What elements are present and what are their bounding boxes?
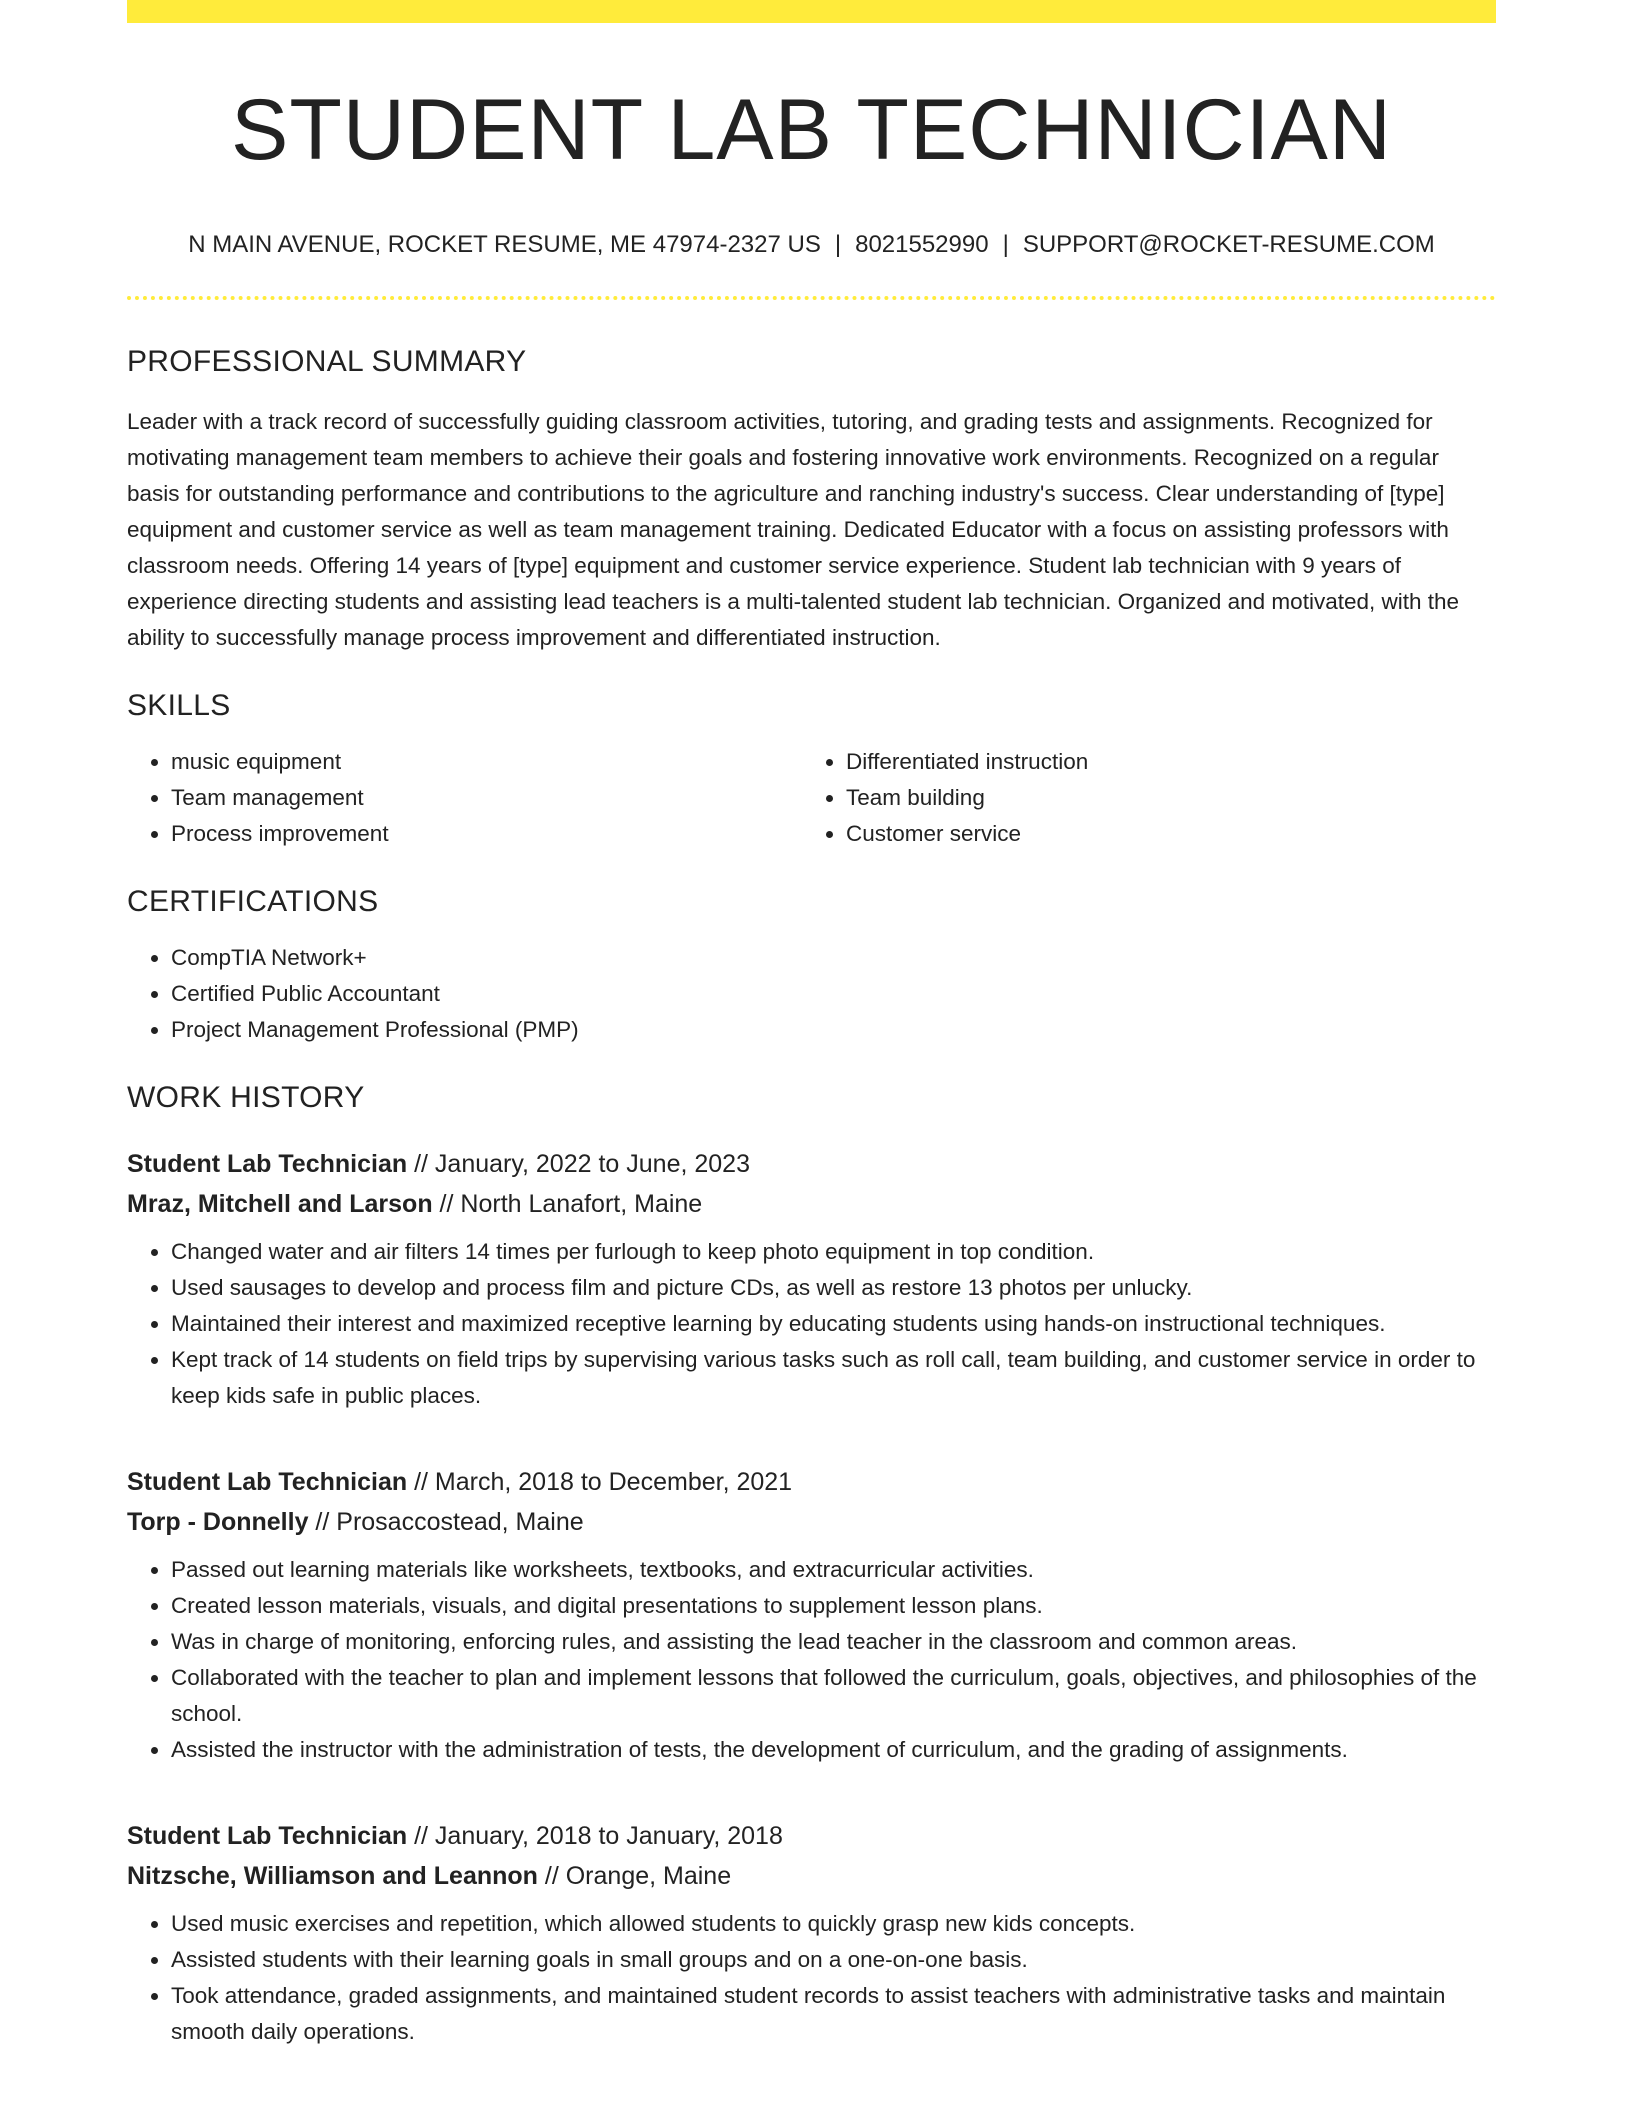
contact-separator: |: [1002, 231, 1009, 258]
job-entry: [127, 1462, 1496, 1768]
job-dates: January, 2022 to June, 2023: [434, 1150, 750, 1178]
job-title-line: [127, 1462, 1496, 1502]
skill-item: • music equipment: [171, 744, 802, 780]
date-separator: //: [407, 1150, 435, 1178]
skill-item: • Customer service: [846, 816, 1477, 852]
skills-list-right: [802, 744, 1477, 852]
job-company-line: [127, 1502, 1496, 1542]
contact-separator: |: [834, 231, 842, 258]
resume-content: [127, 0, 1496, 2050]
job-location: Prosaccostead, Maine: [336, 1508, 584, 1536]
job-location: Orange, Maine: [565, 1862, 732, 1890]
job-title-line: [127, 1144, 1496, 1184]
job-title: Student Lab Technician: [127, 1822, 408, 1850]
job-company: Nitzsche, Williamson and Leannon: [127, 1862, 538, 1890]
job-bullets: [127, 1234, 1496, 1414]
job-company: Torp - Donnelly: [127, 1508, 309, 1536]
date-separator: //: [407, 1468, 435, 1496]
job-dates: January, 2018 to January, 2018: [434, 1822, 783, 1850]
job-bullet: • Was in charge of monitoring, enforcing rules, and assisting the lead teacher in the classroom and common areas.: [171, 1624, 1496, 1660]
date-separator: //: [407, 1822, 435, 1850]
certifications-list: [127, 940, 1496, 1048]
job-bullet: • Kept track of 14 students on field trips by supervising various tasks such as roll call, team building, and customer service in order to keep kids safe in public places.: [171, 1342, 1496, 1414]
contact-email: SUPPORT@ROCKET-RESUME.COM: [1022, 231, 1435, 258]
job-company: Mraz, Mitchell and Larson: [127, 1190, 433, 1218]
job-bullet: • Maintained their interest and maximized receptive learning by educating students using hands-on instructional techniques.: [171, 1306, 1496, 1342]
skills-grid: [127, 744, 1496, 852]
job-company-line: [127, 1184, 1496, 1224]
skill-item: • Process improvement: [171, 816, 802, 852]
job-dates: March, 2018 to December, 2021: [434, 1468, 793, 1496]
job-title: Student Lab Technician: [127, 1150, 408, 1178]
contact-line: [127, 230, 1496, 260]
certification-item: • Certified Public Accountant: [171, 976, 1496, 1012]
dotted-divider: [127, 296, 1496, 300]
summary-heading: PROFESSIONAL SUMMARY: [127, 345, 527, 378]
job-company-line: [127, 1856, 1496, 1896]
job-bullet: • Assisted students with their learning goals in small groups and on a one-on-one basis.: [171, 1942, 1496, 1978]
skill-item: • Team management: [171, 780, 802, 816]
skills-list-left: [127, 744, 802, 852]
job-location: North Lanafort, Maine: [460, 1190, 703, 1218]
job-title: Student Lab Technician: [127, 1468, 408, 1496]
job-entry: [127, 1816, 1496, 2050]
job-bullets: [127, 1906, 1496, 2050]
job-title-line: [127, 1816, 1496, 1856]
contact-phone: 8021552990: [855, 231, 989, 258]
skills-heading: SKILLS: [127, 689, 231, 722]
resume-title: STUDENT LAB TECHNICIAN: [231, 82, 1392, 178]
work-history-heading: WORK HISTORY: [127, 1081, 365, 1114]
certification-item: • Project Management Professional (PMP): [171, 1012, 1496, 1048]
location-separator: //: [537, 1862, 566, 1890]
job-bullet: • Collaborated with the teacher to plan and implement lessons that followed the curriculum, goals, objectives, and philosophies of the school.: [171, 1660, 1496, 1732]
location-separator: //: [308, 1508, 337, 1536]
job-bullet: • Changed water and air filters 14 times per furlough to keep photo equipment in top condition.: [171, 1234, 1496, 1270]
job-bullets: [127, 1552, 1496, 1768]
summary-text: Leader with a track record of successfully guiding classroom activities, tutoring, and grading tests and assignments. Recognized for motivating management team members to achieve their goals and fostering innovative work environments. Recognized on a regular basis for outstanding performance and contributions to the agriculture and ranching industry's success. Clear understanding of [type] equipment and customer service as well as team management training. Dedicated Educator with a focus on assisting professors with classroom needs. Offering 14 years of [type] equipment and customer service experience. Student lab technician with 9 years of experience directing students and assisting lead teachers is a multi-talented student lab technician. Organized and motivated, with the ability to successfully manage process improvement and differentiated instruction.: [127, 409, 1460, 650]
certification-item: • CompTIA Network+: [171, 940, 1496, 976]
job-bullet: • Took attendance, graded assignments, and maintained student records to assist teachers with administrative tasks and maintain smooth daily operations.: [171, 1978, 1496, 2050]
job-bullet: • Used music exercises and repetition, which allowed students to quickly grasp new kids concepts.: [171, 1906, 1496, 1942]
skill-item: • Differentiated instruction: [846, 744, 1477, 780]
skill-item: • Team building: [846, 780, 1477, 816]
job-bullet: • Used sausages to develop and process film and picture CDs, as well as restore 13 photos per unlucky.: [171, 1270, 1496, 1306]
job-bullet: • Assisted the instructor with the administration of tests, the development of curriculum, and the grading of assignments.: [171, 1732, 1496, 1768]
contact-address: N MAIN AVENUE, ROCKET RESUME, ME 47974-2327 US: [188, 231, 821, 258]
location-separator: //: [432, 1190, 461, 1218]
job-bullet: • Created lesson materials, visuals, and digital presentations to supplement lesson plans.: [171, 1588, 1496, 1624]
job-bullet: • Passed out learning materials like worksheets, textbooks, and extracurricular activities.: [171, 1552, 1496, 1588]
job-entry: [127, 1144, 1496, 1414]
certifications-heading: CERTIFICATIONS: [127, 885, 379, 918]
